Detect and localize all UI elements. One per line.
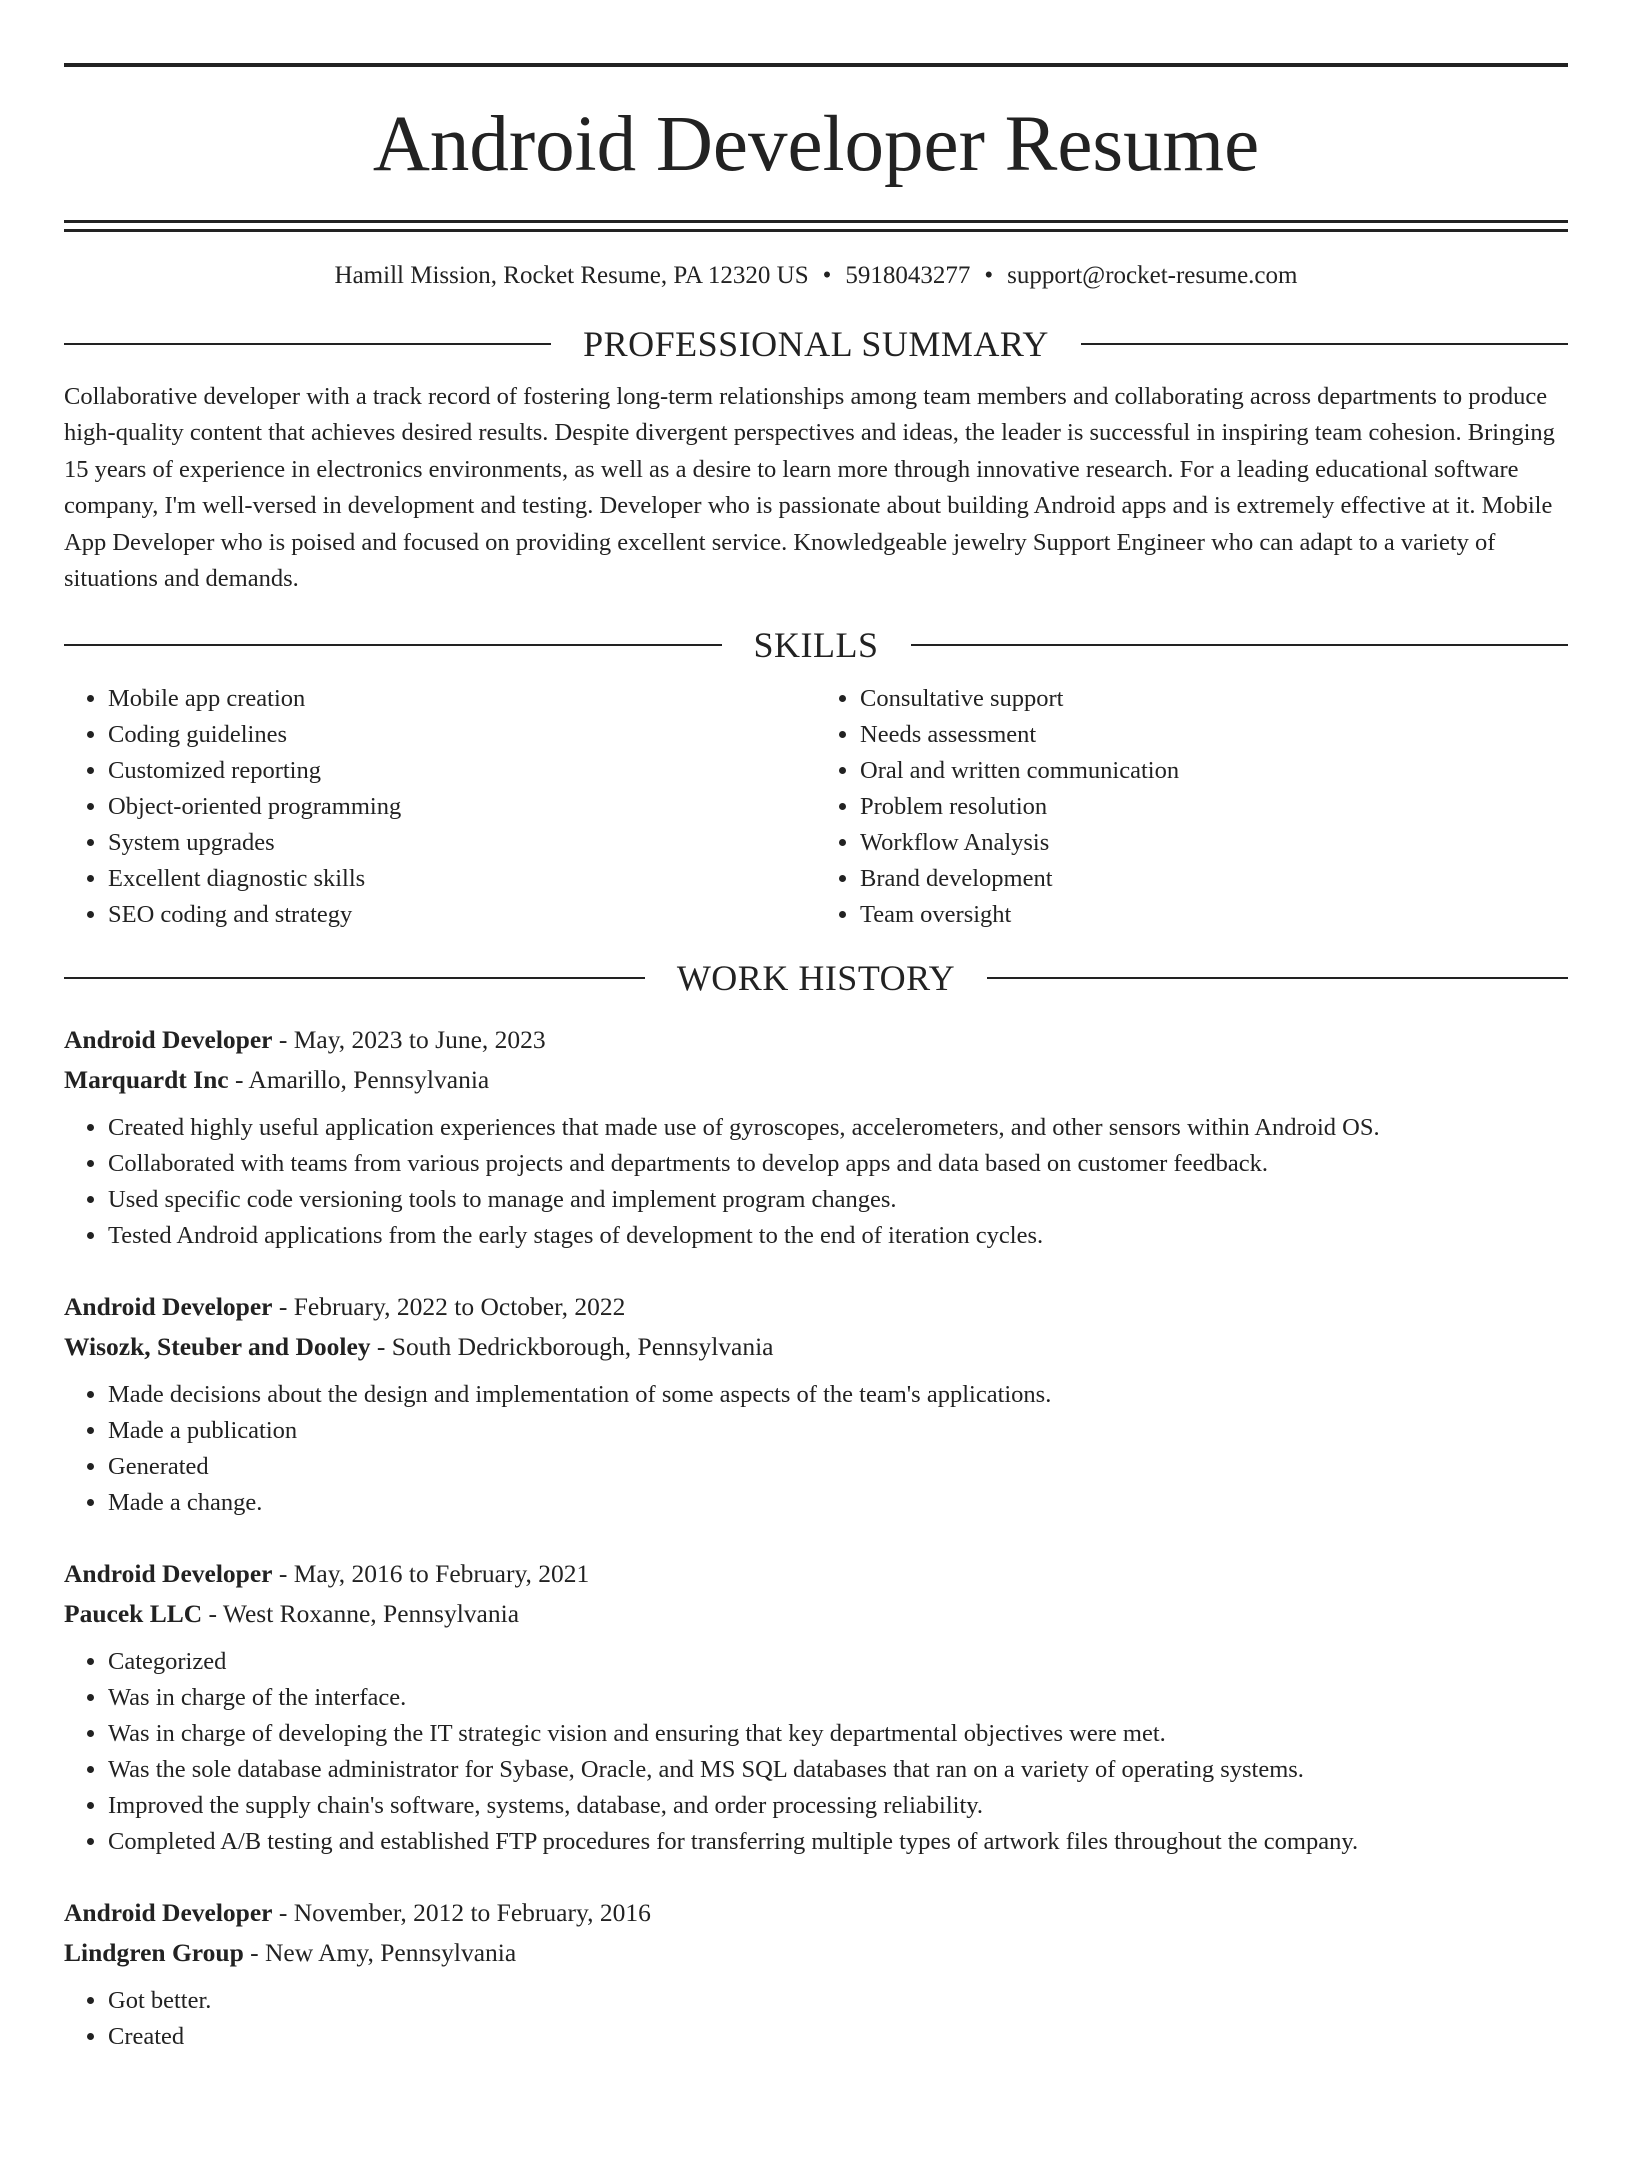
job-bullet: • Categorized — [108, 1644, 1568, 1680]
job-dates: - February, 2022 to October, 2022 — [272, 1292, 626, 1322]
title-double-rule — [64, 220, 1568, 232]
top-rule — [64, 63, 1568, 67]
skills-columns — [64, 681, 1568, 933]
job-location: - New Amy, Pennsylvania — [243, 1938, 517, 1968]
job-dates: - November, 2012 to February, 2016 — [272, 1898, 651, 1928]
skill-item: • Problem resolution — [860, 789, 1568, 825]
skills-heading-label: SKILLS — [753, 624, 879, 665]
job-bullet: • Was the sole database administrator for Sybase, Oracle, and MS SQL databases that ran on a variety of operating systems. — [108, 1752, 1568, 1788]
skill-item: • Workflow Analysis — [860, 825, 1568, 861]
skill-item: • Needs assessment — [860, 717, 1568, 753]
job-bullet: • Collaborated with teams from various projects and departments to develop apps and data based on customer feedback. — [108, 1146, 1568, 1182]
job-bullet: • Tested Android applications from the early stages of development to the end of iteration cycles. — [108, 1218, 1568, 1254]
professional-summary-text: Collaborative developer with a track record of fostering long-term relationships among team members and collaborating across departments to produce high-quality content that achieves desired results. Despite divergent perspectives and ideas, the leader is successful in inspiring team cohesion. Bringing 15 years of experience in electronics environments, as well as a desire to learn more through innovative research. For a leading educational software company, I'm well-versed in development and testing. Developer who is passionate about building Android apps and is extremely effective at it. Mobile App Developer who is poised and focused on providing excellent service. Knowledgeable jewelry Support Engineer who can adapt to a variety of situations and demands. — [64, 382, 1555, 593]
heading-rule-left — [64, 343, 551, 345]
summary-heading-label: PROFESSIONAL SUMMARY — [583, 323, 1049, 364]
skills-section-heading — [64, 624, 1568, 667]
job-role-line — [64, 1554, 1568, 1594]
job-bullet: • Created — [108, 2019, 1568, 2055]
job-title: Android Developer — [64, 1025, 273, 1055]
job-bullet: • Made decisions about the design and implementation of some aspects of the team's applications. — [108, 1377, 1568, 1413]
skill-item: • Customized reporting — [108, 753, 816, 789]
job-bullets — [64, 1644, 1568, 1860]
job-bullet: • Made a publication — [108, 1413, 1568, 1449]
skill-item: • Mobile app creation — [108, 681, 816, 717]
job-company-line — [64, 1060, 1568, 1100]
job-role-line — [64, 1020, 1568, 1060]
skill-item: • Oral and written communication — [860, 753, 1568, 789]
work-section-heading — [64, 957, 1568, 1000]
skill-item: • Team oversight — [860, 897, 1568, 933]
summary-section-heading — [64, 323, 1568, 366]
contact-separator: • — [822, 262, 832, 289]
job-role-line — [64, 1893, 1568, 1933]
skill-item: • System upgrades — [108, 825, 816, 861]
heading-rule-right — [1081, 343, 1568, 345]
job-location: - South Dedrickborough, Pennsylvania — [370, 1332, 774, 1362]
work-history-list — [64, 1020, 1568, 2055]
skill-item: • Coding guidelines — [108, 717, 816, 753]
heading-rule-left — [64, 977, 645, 979]
contact-phone: 5918043277 — [845, 262, 971, 289]
work-heading-label: WORK HISTORY — [676, 957, 956, 998]
job-company: Lindgren Group — [64, 1938, 244, 1968]
skill-item: • Object-oriented programming — [108, 789, 816, 825]
job-bullet: • Completed A/B testing and established FTP procedures for transferring multiple types of artwork files throughout the company. — [108, 1824, 1568, 1860]
job-location: - Amarillo, Pennsylvania — [228, 1065, 490, 1095]
job-bullet: • Made a change. — [108, 1485, 1568, 1521]
job-company-line — [64, 1594, 1568, 1634]
job-company-line — [64, 1933, 1568, 1973]
job-entry — [64, 1554, 1568, 1860]
skill-item: • SEO coding and strategy — [108, 897, 816, 933]
skills-list-left — [64, 681, 816, 933]
job-dates: - May, 2023 to June, 2023 — [272, 1025, 546, 1055]
job-bullet: • Got better. — [108, 1983, 1568, 2019]
resume-title: Android Developer Resume — [372, 101, 1260, 188]
job-company: Wisozk, Steuber and Dooley — [64, 1332, 371, 1362]
job-entry — [64, 1287, 1568, 1521]
job-bullets — [64, 1110, 1568, 1254]
job-role-line — [64, 1287, 1568, 1327]
job-bullet: • Was in charge of the interface. — [108, 1680, 1568, 1716]
contact-line — [64, 260, 1568, 293]
job-location: - West Roxanne, Pennsylvania — [202, 1599, 520, 1629]
job-title: Android Developer — [64, 1559, 273, 1589]
job-title: Android Developer — [64, 1292, 273, 1322]
contact-separator: • — [984, 262, 994, 289]
job-company: Paucek LLC — [64, 1599, 203, 1629]
job-bullets — [64, 1377, 1568, 1521]
job-bullet: • Was in charge of developing the IT strategic vision and ensuring that key departmental objectives were met. — [108, 1716, 1568, 1752]
job-bullet: • Created highly useful application experiences that made use of gyroscopes, accelerometers, and other sensors within Android OS. — [108, 1110, 1568, 1146]
contact-address: Hamill Mission, Rocket Resume, PA 12320 US — [334, 262, 809, 289]
contact-email: support@rocket-resume.com — [1007, 262, 1298, 289]
job-bullet: • Used specific code versioning tools to manage and implement program changes. — [108, 1182, 1568, 1218]
job-entry — [64, 1893, 1568, 2055]
job-company-line — [64, 1327, 1568, 1367]
job-title: Android Developer — [64, 1898, 273, 1928]
resume-page — [0, 63, 1632, 2175]
job-entry — [64, 1020, 1568, 1254]
heading-rule-right — [911, 644, 1569, 646]
job-bullets — [64, 1983, 1568, 2055]
skills-list-right — [816, 681, 1568, 933]
heading-rule-left — [64, 644, 722, 646]
job-dates: - May, 2016 to February, 2021 — [272, 1559, 590, 1589]
heading-rule-right — [987, 977, 1568, 979]
skill-item: • Consultative support — [860, 681, 1568, 717]
skill-item: • Excellent diagnostic skills — [108, 861, 816, 897]
skill-item: • Brand development — [860, 861, 1568, 897]
job-company: Marquardt Inc — [64, 1065, 229, 1095]
job-bullet: • Improved the supply chain's software, systems, database, and order processing reliability. — [108, 1788, 1568, 1824]
job-bullet: • Generated — [108, 1449, 1568, 1485]
